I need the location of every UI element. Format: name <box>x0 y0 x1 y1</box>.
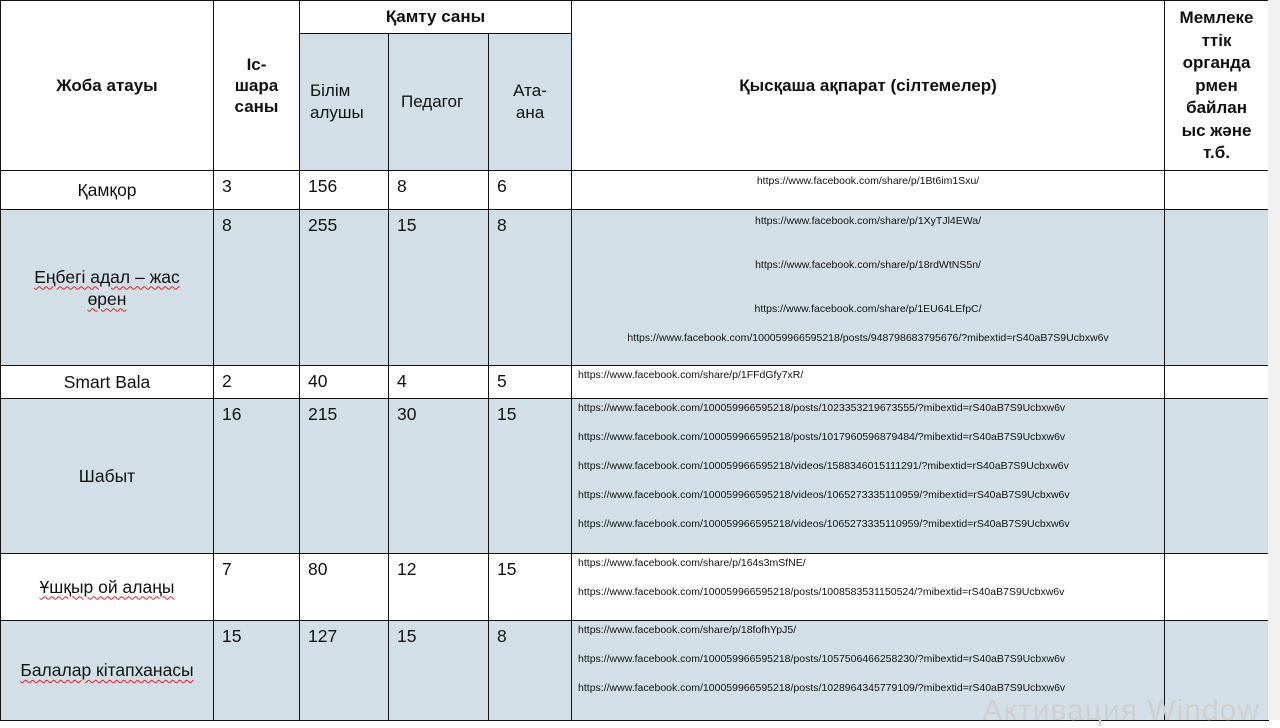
link[interactable]: https://www.facebook.com/share/p/1FFdGfy7xR/ <box>578 369 804 381</box>
parent-count: 6 <box>489 171 572 210</box>
link-cell <box>572 399 1165 554</box>
link[interactable]: https://www.facebook.com/share/p/18rdWtNS5n/ <box>755 259 981 271</box>
student-count: 127 <box>300 621 389 721</box>
student-count: 80 <box>300 554 389 621</box>
gov-cell <box>1165 554 1269 621</box>
project-name <box>1 621 214 721</box>
project-name-text: Ұшқыр ой алаңы <box>39 576 175 597</box>
link[interactable]: https://www.facebook.com/share/p/1XyTJl4EWa/ <box>755 215 982 227</box>
header-students-text: Білім алушы <box>310 81 364 122</box>
link[interactable]: https://www.facebook.com/share/p/1EU64LEfpC/ <box>754 303 982 315</box>
header-coverage: Қамту саны <box>300 1 572 34</box>
link[interactable]: https://www.facebook.com/100059966595218/posts/1028964345779109/?mibextid=rS40aB7S9Ucbxw6v <box>578 682 1066 694</box>
student-count: 255 <box>300 210 389 366</box>
teacher-count: 12 <box>389 554 489 621</box>
link[interactable]: https://www.facebook.com/share/p/164s3mSfNE/ <box>578 557 806 569</box>
link[interactable]: https://www.facebook.com/100059966595218/videos/1065273335110959/?mibextid=rS40aB7S9Ucbxw6v <box>578 489 1070 501</box>
header-gov-text: Мемлеке ттік органда рмен байлан ыс және т.б. <box>1179 8 1254 162</box>
teacher-count: 4 <box>389 366 489 399</box>
event-count: 8 <box>214 210 300 366</box>
slide-edge <box>1268 0 1280 720</box>
header-event-count-text: Іс- шара саны <box>234 55 279 116</box>
link-cell <box>572 554 1165 621</box>
project-name: Smart Bala <box>1 366 214 399</box>
teacher-count: 15 <box>389 210 489 366</box>
project-name-text: Балалар кітапханасы <box>20 660 194 680</box>
link[interactable]: https://www.facebook.com/share/p/18fofhYpJ5/ <box>578 624 797 636</box>
gov-cell <box>1165 399 1269 554</box>
project-name: Шабыт <box>1 399 214 554</box>
gov-cell <box>1165 366 1269 399</box>
gov-cell <box>1165 210 1269 366</box>
parent-count: 15 <box>489 399 572 554</box>
teacher-count: 15 <box>389 621 489 721</box>
teacher-count: 8 <box>389 171 489 210</box>
parent-count: 8 <box>489 621 572 721</box>
link[interactable]: https://www.facebook.com/100059966595218/posts/1008583531150524/?mibextid=rS40aB7S9Ucbxw6v <box>578 586 1065 598</box>
header-info: Қысқаша ақпарат (сілтемелер) <box>572 1 1165 171</box>
table-row <box>1 171 1269 210</box>
link[interactable]: https://www.facebook.com/100059966595218/posts/1057506466258230/?mibextid=rS40aB7S9Ucbxw6v <box>578 653 1066 665</box>
project-name <box>1 554 214 621</box>
link[interactable]: https://www.facebook.com/100059966595218/videos/1065273335110959/?mibextid=rS40aB7S9Ucbxw6v <box>578 518 1070 530</box>
parent-count: 5 <box>489 366 572 399</box>
teacher-count: 30 <box>389 399 489 554</box>
link[interactable]: https://www.facebook.com/100059966595218/videos/1588346015111291/?mibextid=rS40aB7S9Ucbxw6v <box>578 460 1069 472</box>
header-parents-text: Ата- ана <box>513 81 547 122</box>
parent-count: 8 <box>489 210 572 366</box>
link-cell <box>572 366 1165 399</box>
link[interactable]: https://www.facebook.com/100059966595218/posts/948798683795676/?mibextid=rS40aB7S9Ucbxw6v <box>627 332 1109 344</box>
student-count: 40 <box>300 366 389 399</box>
table-row <box>1 399 1269 554</box>
header-project-name: Жоба атауы <box>1 1 214 171</box>
link[interactable]: https://www.facebook.com/share/p/1Bt6im1Sxu/ <box>756 175 980 187</box>
header-students <box>300 34 389 171</box>
link-cell <box>572 171 1165 210</box>
event-count: 3 <box>214 171 300 210</box>
header-teachers: Педагог <box>389 34 489 171</box>
project-name: Қамқор <box>1 171 214 210</box>
parent-count: 15 <box>489 554 572 621</box>
link[interactable]: https://www.facebook.com/100059966595218/posts/1017960596879484/?mibextid=rS40aB7S9Ucbxw6v <box>578 431 1066 443</box>
event-count: 15 <box>214 621 300 721</box>
header-gov <box>1165 1 1269 171</box>
project-name-text: Еңбегі адал – жас өрен <box>34 266 180 309</box>
header-parents <box>489 34 572 171</box>
student-count: 156 <box>300 171 389 210</box>
gov-cell <box>1165 171 1269 210</box>
student-count: 215 <box>300 399 389 554</box>
event-count: 16 <box>214 399 300 554</box>
activation-watermark: Активация Window <box>982 694 1260 727</box>
event-count: 2 <box>214 366 300 399</box>
header-event-count <box>214 1 300 171</box>
table-row <box>1 210 1269 366</box>
table-row <box>1 366 1269 399</box>
table-row <box>1 554 1269 621</box>
event-count: 7 <box>214 554 300 621</box>
project-name <box>1 210 214 366</box>
link[interactable]: https://www.facebook.com/100059966595218/posts/1023353219673555/?mibextid=rS40aB7S9Ucbxw6v <box>578 402 1066 414</box>
link-cell <box>572 210 1165 366</box>
